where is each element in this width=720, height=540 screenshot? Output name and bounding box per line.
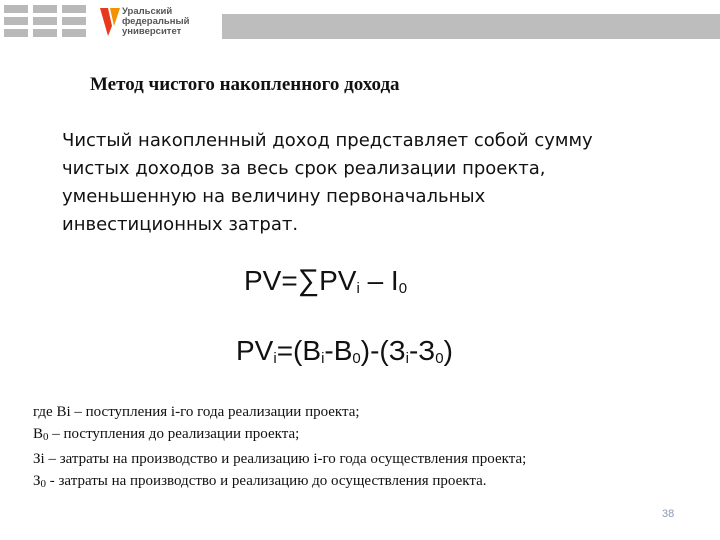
definition-subscript: 0 [43,431,49,443]
intro-line: Чистый накопленный доход представляет собой сумму [62,130,593,151]
square [4,17,28,25]
definition-line [33,423,526,448]
slide-title: Метод чистого накопленного дохода [90,74,400,95]
formula-subscript: i [356,280,360,297]
definition-symbol: З [33,473,41,489]
header-band [222,14,720,39]
formula-part: -З [408,335,436,366]
square [4,5,28,13]
formula-part: )-(З [360,335,406,366]
definitions-list [33,401,526,495]
logo-line: университет [122,26,182,37]
formula-subscript: 0 [352,350,361,367]
formula-subscript: i [405,350,409,367]
definition-text: – затраты на производство и реализацию i-го года осуществления проекта; [44,451,527,467]
formula-part: -B [324,335,353,366]
square [62,29,86,37]
square [33,29,57,37]
university-logo-icon [98,6,122,40]
formula-minus: – I [359,265,399,296]
formula-subscript: i [273,350,277,367]
definition-symbol: Зi [33,451,45,467]
formula-subscript: 0 [398,280,408,297]
logo-line: Уральский [122,6,173,17]
definition-text: – поступления до реализации проекта; [48,426,300,442]
definition-line [33,448,526,470]
page-number: 38 [662,508,675,520]
intro-line: чистых доходов за весь срок реализации проекта, [62,158,546,179]
definition-text: - затраты на производство и реализацию до осуществления проекта. [46,473,487,489]
formula-part: ) [443,335,453,366]
formula-net-value [244,264,407,298]
square [62,17,86,25]
definition-symbol: Вi [56,404,71,420]
formula-part: PV [236,335,274,366]
sum-symbol: ∑ [297,264,320,297]
definition-subscript: 0 [40,478,47,490]
formula-term: PV [319,265,357,296]
formula-part: =(B [276,335,322,366]
definition-text: – поступления i-го года реализации проекта; [70,404,360,420]
definition-line [33,401,526,423]
formula-lhs: PV= [244,265,298,296]
logo-line: федеральный [122,16,190,27]
slide-header [0,0,720,50]
square [33,17,57,25]
intro-line: инвестиционных затрат. [62,214,299,235]
definition-line [33,470,526,495]
decorative-squares [4,5,86,37]
defs-prefix: где [33,404,57,420]
square [4,29,28,37]
intro-paragraph [62,127,662,239]
formula-subscript: 0 [435,350,444,367]
formula-annual-value [236,335,453,367]
university-logo-text [122,7,189,37]
intro-line: уменьшенную на величину первоначальных [62,186,486,207]
square [62,5,86,13]
formula-subscript: i [321,350,325,367]
square [33,5,57,13]
definition-symbol: В [33,426,44,442]
